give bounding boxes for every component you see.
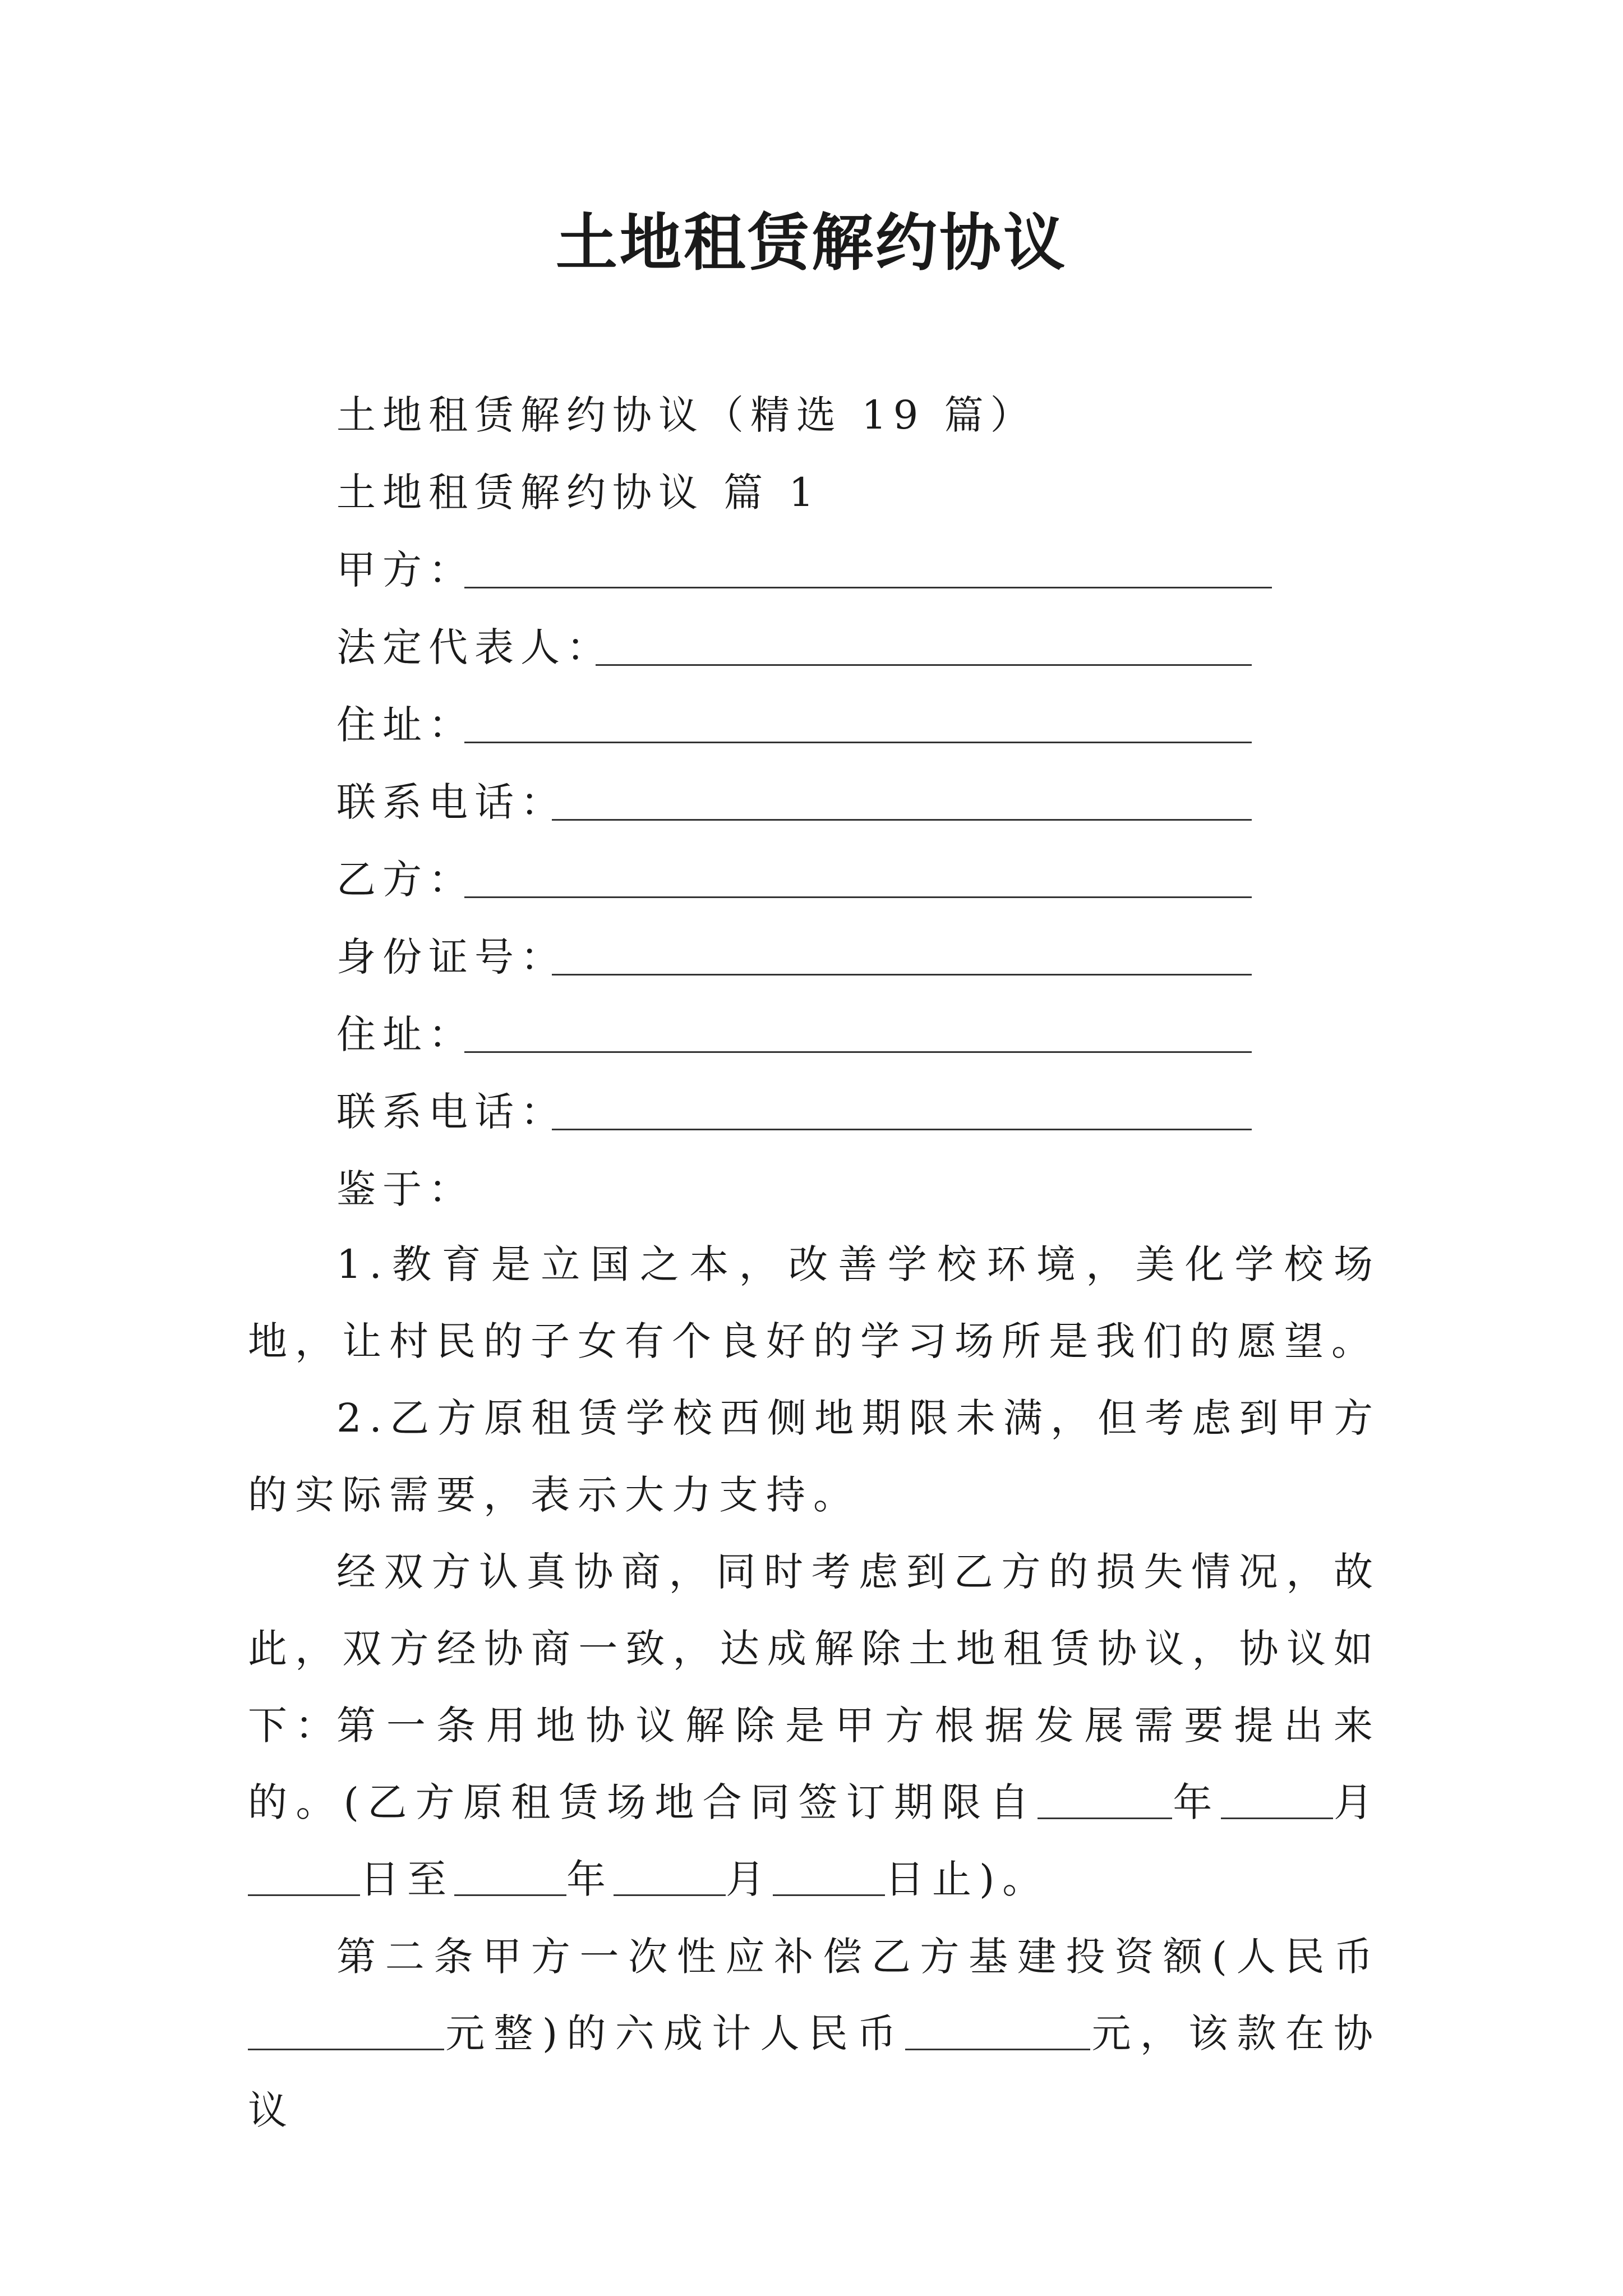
field-party-b bbox=[336, 857, 474, 902]
field-label: 法定代表人： bbox=[336, 624, 612, 670]
word-to: 至 bbox=[407, 1856, 454, 1902]
document-title: 土地租赁解约协议 bbox=[556, 206, 1067, 279]
paragraph-1: 1.教育是立国之本，改善学校环境，美化学校场地，让村民的子女有个良好的学习场所是我们的愿望。 bbox=[248, 1241, 1381, 1364]
article-2 bbox=[248, 1918, 1381, 2149]
field-id-number bbox=[336, 935, 566, 979]
field-phone-b bbox=[336, 1089, 566, 1134]
unit-month: 月 bbox=[1332, 1779, 1381, 1825]
subtitle: 土地租赁解约协议（精选 19 篇） bbox=[336, 392, 1036, 438]
field-label: 住址： bbox=[336, 702, 474, 748]
investment-amount-blank[interactable] bbox=[248, 2014, 444, 2050]
field-label: 甲方： bbox=[336, 547, 474, 593]
field-address-a bbox=[336, 702, 474, 747]
end-year-blank[interactable] bbox=[454, 1860, 566, 1896]
field-id-number-blank[interactable] bbox=[552, 974, 1252, 976]
field-phone-a bbox=[336, 780, 566, 825]
field-party-a-blank[interactable] bbox=[464, 587, 1272, 588]
unit-year: 年 bbox=[1172, 1779, 1221, 1825]
article-2-text-3: 元，该款在协议 bbox=[248, 2010, 1381, 2133]
field-label: 乙方： bbox=[336, 857, 474, 903]
field-phone-a-blank[interactable] bbox=[552, 819, 1252, 821]
article-1 bbox=[248, 1687, 1381, 1918]
unit-day: 日 bbox=[360, 1856, 407, 1902]
field-legal-rep bbox=[336, 625, 612, 670]
article-1-text: 第一条用地协议解除是甲方根据发展需要提出来的。(乙方原租赁场地合同签订期限自 bbox=[248, 1703, 1381, 1825]
end-month-blank[interactable] bbox=[614, 1860, 726, 1896]
paragraph-3: 经双方认真协商，同时考虑到乙方的损失情况，故此，双方经协商一致，达成解除土地租赁协议，协议如下： bbox=[248, 1549, 1381, 1749]
unit-month: 月 bbox=[726, 1856, 773, 1902]
whereas-label: 鉴于： bbox=[336, 1166, 474, 1212]
field-party-b-blank[interactable] bbox=[464, 896, 1252, 898]
compensation-amount-blank[interactable] bbox=[905, 2014, 1090, 2050]
article-2-text: 第二条甲方一次性应补偿乙方基建投资额(人民币 bbox=[336, 1934, 1381, 1980]
start-day-blank[interactable] bbox=[248, 1860, 360, 1896]
field-address-a-blank[interactable] bbox=[464, 742, 1252, 743]
field-label: 联系电话： bbox=[336, 1089, 566, 1135]
field-party-a bbox=[336, 547, 474, 592]
field-address-b-blank[interactable] bbox=[464, 1051, 1252, 1053]
start-month-blank[interactable] bbox=[1221, 1783, 1333, 1819]
field-label: 住址： bbox=[336, 1011, 474, 1057]
article-2-text-2: 元整)的六成计人民币 bbox=[444, 2010, 906, 2056]
field-label: 联系电话： bbox=[336, 779, 566, 825]
field-address-b bbox=[336, 1012, 474, 1057]
unit-day-end: 日止)。 bbox=[885, 1856, 1050, 1902]
field-legal-rep-blank[interactable] bbox=[596, 664, 1252, 666]
field-label: 身份证号： bbox=[336, 934, 566, 980]
end-day-blank[interactable] bbox=[773, 1860, 885, 1896]
unit-year: 年 bbox=[566, 1856, 614, 1902]
section-heading: 土地租赁解约协议 篇 1 bbox=[336, 470, 821, 516]
field-phone-b-blank[interactable] bbox=[552, 1129, 1252, 1130]
start-year-blank[interactable] bbox=[1038, 1783, 1172, 1819]
paragraph-2: 2.乙方原租赁学校西侧地期限未满，但考虑到甲方的实际需要，表示大力支持。 bbox=[248, 1395, 1381, 1518]
